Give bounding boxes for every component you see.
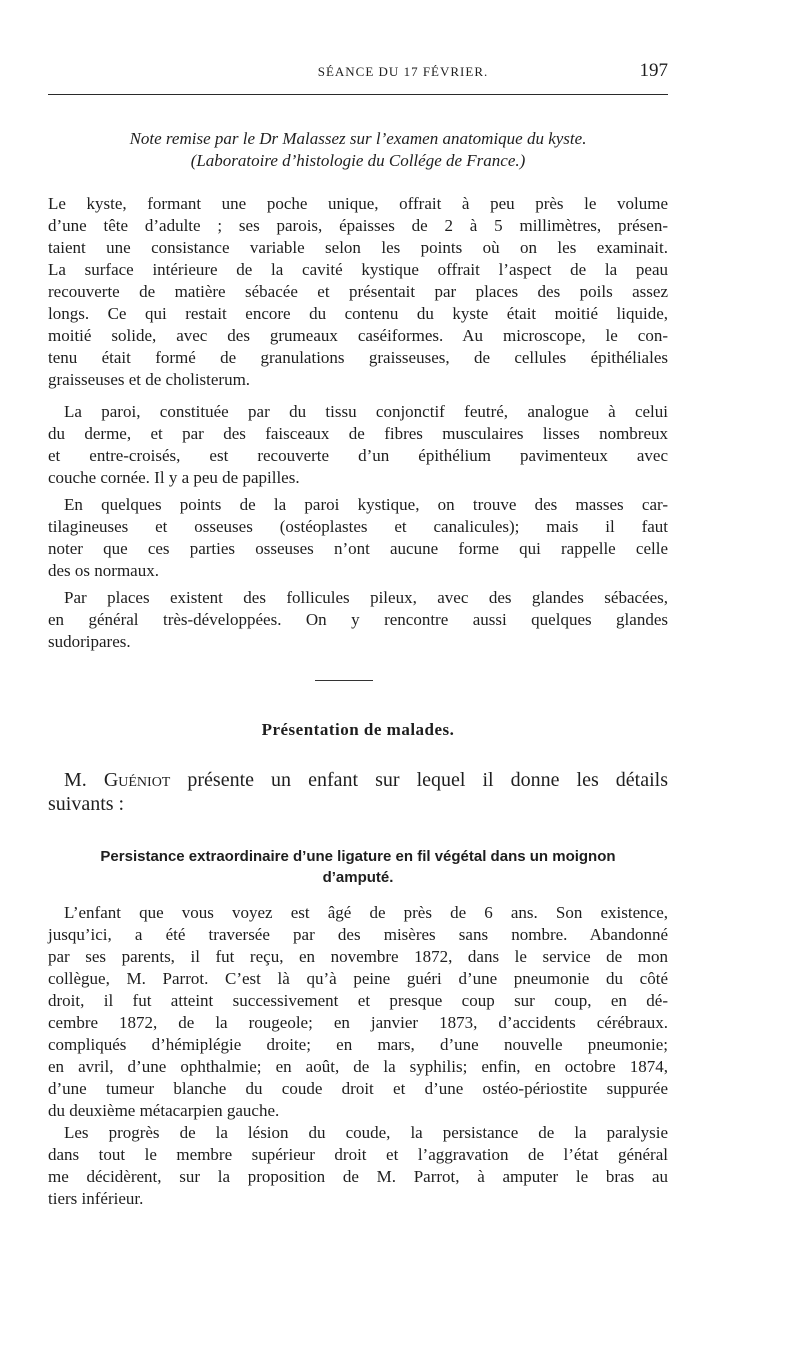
case-body [48,902,668,1210]
case-subheading [48,846,668,888]
text-line: du deuxième métacarpien gauche. [48,1101,280,1120]
text-line: collègue, M. Parrot. C’est là qu’à peine guéri d’une pneumonie du côté [48,969,668,988]
text-line: recouverte de matière sébacée et présentait par places des poils assez [48,282,668,301]
text-line: Par places existent des follicules pileux, avec des glandes sébacées, [64,588,668,607]
report-paragraph-4 [48,587,668,653]
text-line: longs. Ce qui restait encore du contenu du kyste était moitié liquide, [48,304,668,323]
text-line: taient une consistance variable selon les points où on les examinait. [48,238,668,257]
text-line: dans tout le membre supérieur droit et l’aggravation de l’état général [48,1145,668,1164]
note-title-line: Note remise par le Dr Malassez sur l’examen anatomique du kyste. [129,129,587,148]
report-paragraph-1 [48,193,668,391]
text-line: La paroi, constituée par du tissu conjonctif feutré, analogue à celui [64,402,668,421]
text-line: graisseuses et de cholisterum. [48,370,251,389]
text-line: en avril, d’une ophthalmie; en août, de la syphilis; enfin, en octobre 1874, [48,1057,668,1076]
running-head [48,60,668,86]
section-intro [48,768,668,816]
case-paragraph-2 [48,1122,668,1210]
text-line: droit, il fut atteint successivement et presque coup sur coup, en dé- [48,991,668,1010]
text-line: Le kyste, formant une poche unique, offrait à peu près le volume [48,194,668,213]
text-line: et entre-croisés, est recouverte d’un épithélium pavimenteux avec [48,446,668,465]
text-line: me décidèrent, sur la proposition de M. Parrot, à amputer le bras au [48,1167,668,1186]
text-line: du derme, et par des faisceaux de fibres musculaires lisses nombreux [48,424,668,443]
text-line: couche cornée. Il y a peu de papilles. [48,468,300,487]
text-line: L’enfant que vous voyez est âgé de près de 6 ans. Son existence, [64,903,668,922]
text-line: par ses parents, il fut reçu, en novembre 1872, dans le service de mon [48,947,668,966]
case-paragraph-1 [48,902,668,1122]
intro-line: suivants : [48,793,125,815]
text-line: Les progrès de la lésion du coude, la persistance de la paralysie [64,1123,668,1142]
text-line: d’une tête d’adulte ; ses parois, épaisses de 2 à 5 millimètres, présen- [48,216,668,235]
subheading-line: d’amputé. [322,869,394,886]
intro-text: présente un enfant sur lequel il donne les détails [170,769,668,791]
text-line: tilagineuses et osseuses (ostéoplastes et canalicules); mais il faut [48,517,668,536]
text-line: jusqu’ici, a été traversée par des misères sans nombre. Abandonné [48,925,668,944]
text-line: cembre 1872, de la rougeole; en janvier 1873, d’accidents cérébraux. [48,1013,668,1032]
section-title: Présentation de malades. [261,720,455,739]
text-line: sudoripares. [48,632,131,651]
intro-line [48,768,668,792]
page-number: 197 [639,60,668,81]
text-line: en général très-développées. On y rencontre aussi quelques glandes [48,610,668,629]
text-line: tenu était formé de granulations graisseuses, de cellules épithéliales [48,348,668,367]
text-line: noter que ces parties osseuses n’ont aucune forme qui rappelle celle [48,539,668,558]
note-title-line: (Laboratoire d’histologie du Collége de France.) [190,151,526,170]
report-paragraph-2 [48,401,668,489]
text-line: d’une tumeur blanche du coude droit et d’une ostéo-périostite suppurée [48,1079,668,1098]
text-line: En quelques points de la paroi kystique, on trouve des masses car- [64,495,668,514]
speaker-name: M. Guéniot [64,769,171,791]
section-separator-rule [315,680,373,681]
running-title: SÉANCE DU 17 FÉVRIER. [317,64,489,79]
text-line: moitié solide, avec des grumeaux caséiformes. Au microscope, le con- [48,326,668,345]
note-title [48,128,668,172]
header-rule [48,94,668,95]
subheading-line: Persistance extraordinaire d’une ligature en fil végétal dans un moignon [100,848,616,865]
report-paragraph-3 [48,494,668,582]
text-line: tiers inférieur. [48,1189,144,1208]
text-line: La surface intérieure de la cavité kystique offrait l’aspect de la peau [48,260,668,279]
text-line: des os normaux. [48,561,159,580]
text-line: compliqués d’hémiplégie droite; en mars, d’une nouvelle pneumonie; [48,1035,668,1054]
